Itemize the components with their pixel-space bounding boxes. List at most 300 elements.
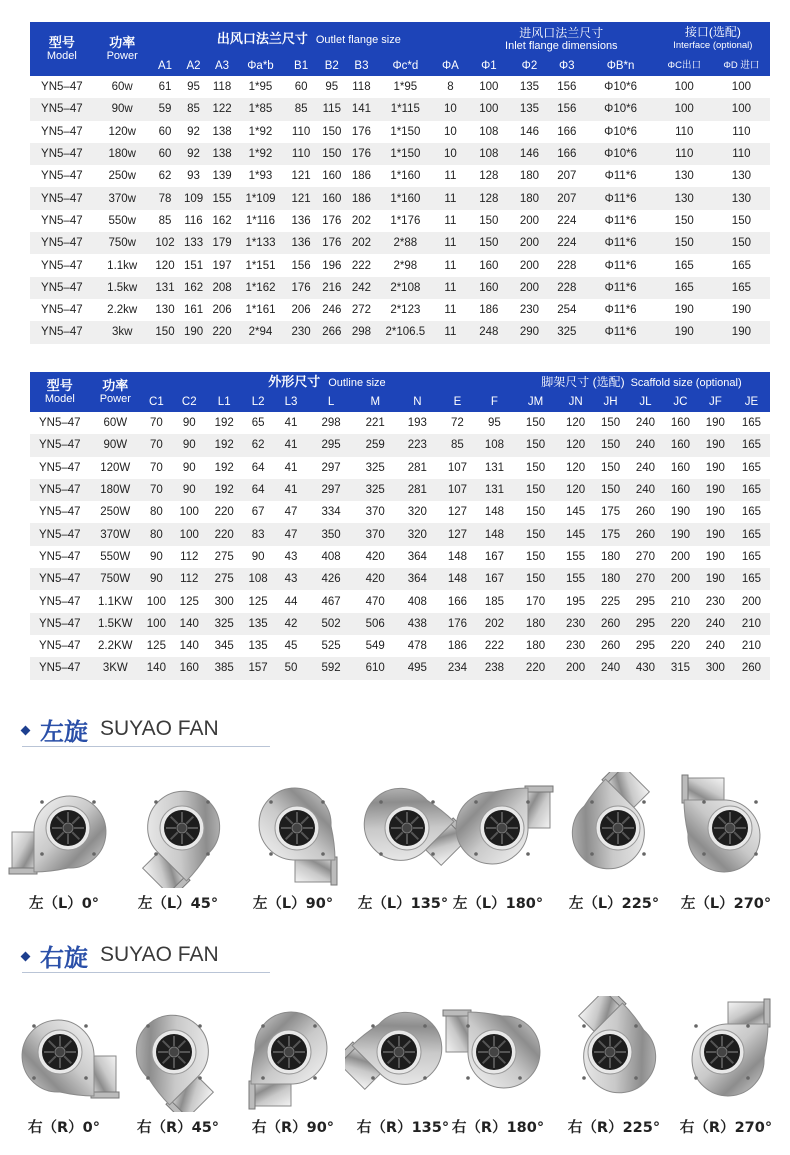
centrifugal-fan-image [556, 772, 672, 888]
value-cell: 1*176 [377, 210, 434, 232]
power-header [94, 22, 151, 76]
model-cell: YN5–47 [30, 523, 90, 545]
value-cell: 502 [307, 613, 354, 635]
value-cell: 41 [275, 412, 308, 434]
fan-orientation-item [6, 772, 122, 922]
outline-size-cn: 外形尺寸 [268, 373, 321, 389]
value-cell: 116 [179, 210, 208, 232]
table-row [30, 143, 770, 165]
value-cell: 148 [476, 523, 513, 545]
value-cell: 506 [355, 613, 396, 635]
table-row [30, 98, 770, 120]
value-cell: 131 [151, 277, 180, 299]
power-cell: 180w [94, 143, 151, 165]
value-cell: 148 [439, 546, 476, 568]
value-cell: 95 [179, 76, 208, 98]
value-cell: 60 [151, 143, 180, 165]
column-header: C1 [141, 392, 172, 412]
fan-orientation-label: 右（R）270° [679, 1120, 773, 1136]
centrifugal-fan-image [440, 996, 556, 1112]
value-cell: 1*92 [236, 143, 284, 165]
value-cell: 100 [172, 523, 207, 545]
value-cell: 206 [285, 299, 318, 321]
value-cell: 325 [548, 321, 585, 343]
outlet-flange-en: Outlet flange size [315, 33, 401, 46]
value-cell: 160 [318, 187, 347, 209]
value-cell: 10 [434, 98, 467, 120]
centrifugal-fan-image [120, 772, 236, 888]
value-cell: 192 [207, 479, 242, 501]
fan-orientation-item [668, 772, 784, 922]
value-cell: 222 [476, 635, 513, 657]
value-cell: 70 [141, 457, 172, 479]
value-cell: 300 [207, 590, 242, 612]
value-cell: 150 [656, 232, 713, 254]
fan-orientation-label: 右（R）0° [27, 1120, 100, 1136]
value-cell: 148 [439, 568, 476, 590]
value-cell: 128 [467, 187, 511, 209]
value-cell: 100 [141, 590, 172, 612]
value-cell: 190 [698, 412, 733, 434]
value-cell: 221 [355, 412, 396, 434]
value-cell: 162 [208, 210, 237, 232]
value-cell: Φ10*6 [585, 98, 655, 120]
value-cell: 281 [396, 457, 439, 479]
value-cell: 220 [207, 523, 242, 545]
value-cell: 90 [141, 568, 172, 590]
value-cell: 1*93 [236, 165, 284, 187]
inlet-flange-en: Inlet flange dimensions [505, 39, 618, 52]
value-cell: 320 [396, 523, 439, 545]
value-cell: 220 [207, 501, 242, 523]
value-cell: 102 [151, 232, 180, 254]
value-cell: 248 [467, 321, 511, 343]
value-cell: 64 [242, 479, 275, 501]
value-cell: 90 [242, 546, 275, 568]
value-cell: 2*88 [377, 232, 434, 254]
value-cell: 100 [656, 76, 713, 98]
value-cell: 146 [511, 121, 548, 143]
table-row [30, 121, 770, 143]
value-cell: 165 [733, 523, 770, 545]
value-cell: 254 [548, 299, 585, 321]
power-cell: 1.5kw [94, 277, 151, 299]
value-cell: 430 [628, 657, 663, 679]
value-cell: 222 [346, 254, 377, 276]
column-header: Φ3 [548, 56, 585, 76]
value-cell: 120 [558, 434, 593, 456]
fan-orientation-label: 右（R）45° [136, 1120, 220, 1136]
value-cell: 100 [141, 613, 172, 635]
value-cell: 60 [285, 76, 318, 98]
value-cell: 92 [179, 143, 208, 165]
value-cell: 70 [141, 412, 172, 434]
value-cell: 525 [307, 635, 354, 657]
model-cell: YN5–47 [30, 121, 94, 143]
column-header: A2 [179, 56, 208, 76]
power-cell: 250w [94, 165, 151, 187]
outlet-flange-group-header [151, 22, 467, 56]
model-cell: YN5–47 [30, 412, 90, 434]
value-cell: 128 [467, 165, 511, 187]
table-row [30, 254, 770, 276]
value-cell: 298 [346, 321, 377, 343]
fan-orientation-item [120, 772, 236, 922]
value-cell: 72 [439, 412, 476, 434]
value-cell: 125 [141, 635, 172, 657]
value-cell: Φ11*6 [585, 187, 655, 209]
value-cell: 300 [698, 657, 733, 679]
value-cell: 135 [242, 635, 275, 657]
value-cell: 325 [207, 613, 242, 635]
value-cell: 162 [179, 277, 208, 299]
value-cell: 41 [275, 434, 308, 456]
value-cell: 100 [467, 76, 511, 98]
value-cell: 190 [656, 299, 713, 321]
value-cell: 230 [558, 635, 593, 657]
power-cell: 1.1kw [94, 254, 151, 276]
model-header-cn: 型号 [46, 378, 73, 393]
outlet-flange-cn: 出风口法兰尺寸 [216, 30, 308, 46]
value-cell: 190 [656, 321, 713, 343]
value-cell: 85 [285, 98, 318, 120]
value-cell: 180 [511, 187, 548, 209]
value-cell: 120 [558, 457, 593, 479]
value-cell: 2*98 [377, 254, 434, 276]
value-cell: 95 [476, 412, 513, 434]
value-cell: 160 [663, 457, 698, 479]
value-cell: 170 [513, 590, 558, 612]
right-rotation-title-en: SUYAO FAN [100, 943, 219, 966]
value-cell: 2*106.5 [377, 321, 434, 343]
value-cell: 210 [663, 590, 698, 612]
value-cell: 408 [396, 590, 439, 612]
value-cell: 210 [733, 635, 770, 657]
value-cell: 2*123 [377, 299, 434, 321]
value-cell: Φ10*6 [585, 143, 655, 165]
value-cell: 230 [511, 299, 548, 321]
value-cell: 270 [628, 568, 663, 590]
value-cell: 230 [285, 321, 318, 343]
power-cell: 2.2kw [94, 299, 151, 321]
model-cell: YN5–47 [30, 613, 90, 635]
value-cell: 240 [628, 412, 663, 434]
model-cell: YN5–47 [30, 657, 90, 679]
power-cell: 550W [90, 546, 141, 568]
value-cell: 420 [355, 546, 396, 568]
value-cell: 1*92 [236, 121, 284, 143]
value-cell: 200 [558, 657, 593, 679]
value-cell: 238 [476, 657, 513, 679]
column-header: L1 [207, 392, 242, 412]
value-cell: 140 [172, 613, 207, 635]
column-header: JL [628, 392, 663, 412]
table-row [30, 613, 770, 635]
value-cell: 230 [698, 590, 733, 612]
value-cell: 192 [207, 412, 242, 434]
value-cell: 420 [355, 568, 396, 590]
value-cell: 121 [285, 187, 318, 209]
table-row [30, 546, 770, 568]
left-rotation-title-en: SUYAO FAN [100, 717, 219, 740]
power-cell: 250W [90, 501, 141, 523]
value-cell: Φ10*6 [585, 121, 655, 143]
model-header-en: Model [44, 393, 75, 405]
value-cell: 160 [467, 277, 511, 299]
power-cell: 90w [94, 98, 151, 120]
table-row [30, 523, 770, 545]
value-cell: Φ11*6 [585, 165, 655, 187]
value-cell: 90 [141, 546, 172, 568]
left-rotation-title-cn: 左旋 [40, 718, 88, 746]
value-cell: 228 [548, 277, 585, 299]
value-cell: 260 [628, 501, 663, 523]
value-cell: 110 [713, 143, 770, 165]
inlet-flange-cn: 进风口法兰尺寸 [519, 25, 604, 40]
fan-orientation-item [6, 996, 122, 1146]
value-cell: 1*160 [377, 187, 434, 209]
value-cell: 470 [355, 590, 396, 612]
value-cell: 240 [628, 479, 663, 501]
column-header: ΦC出口 [656, 56, 713, 76]
value-cell: 70 [141, 434, 172, 456]
centrifugal-fan-image [668, 996, 784, 1112]
value-cell: 121 [285, 165, 318, 187]
scaffold-size-group-header [513, 372, 770, 392]
table-row [30, 434, 770, 456]
fan-orientation-label: 右（R）180° [451, 1120, 545, 1136]
value-cell: 145 [558, 523, 593, 545]
value-cell: 160 [663, 412, 698, 434]
table-row [30, 635, 770, 657]
table-row [30, 590, 770, 612]
value-cell: 135 [511, 76, 548, 98]
power-cell: 60W [90, 412, 141, 434]
centrifugal-fan-image [235, 772, 351, 888]
value-cell: 478 [396, 635, 439, 657]
model-header-en: Model [46, 50, 77, 62]
fan-orientation-label: 右（R）90° [251, 1120, 335, 1136]
value-cell: 150 [656, 210, 713, 232]
value-cell: 45 [275, 635, 308, 657]
fan-orientation-label: 左（L）180° [452, 896, 544, 912]
model-cell: YN5–47 [30, 165, 94, 187]
outline-size-group-header [141, 372, 513, 392]
value-cell: 43 [275, 546, 308, 568]
value-cell: 192 [207, 434, 242, 456]
inlet-flange-group-header [467, 22, 656, 56]
column-header: Φc*d [377, 56, 434, 76]
value-cell: 190 [698, 523, 733, 545]
value-cell: 110 [656, 143, 713, 165]
value-cell: 161 [179, 299, 208, 321]
value-cell: 200 [511, 277, 548, 299]
fan-orientation-item [440, 772, 556, 922]
value-cell: 139 [208, 165, 237, 187]
column-header: L3 [275, 392, 308, 412]
column-header: Φa*b [236, 56, 284, 76]
value-cell: 200 [663, 546, 698, 568]
value-cell: 100 [713, 98, 770, 120]
value-cell: 85 [439, 434, 476, 456]
value-cell: Φ11*6 [585, 321, 655, 343]
power-cell: 3KW [90, 657, 141, 679]
column-header: JM [513, 392, 558, 412]
value-cell: 41 [275, 479, 308, 501]
table-row [30, 76, 770, 98]
table-row [30, 187, 770, 209]
fan-orientation-label: 右（R）135° [356, 1120, 450, 1136]
value-cell: 197 [208, 254, 237, 276]
model-header-cn: 型号 [48, 35, 75, 50]
value-cell: 166 [548, 121, 585, 143]
value-cell: 67 [242, 501, 275, 523]
value-cell: 190 [698, 501, 733, 523]
value-cell: 295 [307, 434, 354, 456]
power-cell: 90W [90, 434, 141, 456]
model-cell: YN5–47 [30, 98, 94, 120]
value-cell: 165 [656, 277, 713, 299]
value-cell: 95 [318, 76, 347, 98]
fan-orientation-item [235, 772, 351, 922]
value-cell: 175 [593, 523, 628, 545]
fan-orientation-label: 左（L）225° [568, 896, 660, 912]
value-cell: 200 [511, 254, 548, 276]
value-cell: 8 [434, 76, 467, 98]
value-cell: 592 [307, 657, 354, 679]
value-cell: 298 [307, 412, 354, 434]
fan-orientation-label: 左（L）270° [680, 896, 772, 912]
value-cell: 61 [151, 76, 180, 98]
value-cell: 150 [513, 501, 558, 523]
value-cell: 272 [346, 299, 377, 321]
value-cell: 167 [476, 546, 513, 568]
value-cell: 610 [355, 657, 396, 679]
value-cell: 11 [434, 277, 467, 299]
value-cell: Φ11*6 [585, 232, 655, 254]
value-cell: 150 [593, 479, 628, 501]
value-cell: 1*150 [377, 121, 434, 143]
value-cell: 110 [713, 121, 770, 143]
model-cell: YN5–47 [30, 479, 90, 501]
column-header: C2 [172, 392, 207, 412]
value-cell: 150 [593, 412, 628, 434]
value-cell: 112 [172, 546, 207, 568]
value-cell: 156 [548, 76, 585, 98]
model-cell: YN5–47 [30, 546, 90, 568]
value-cell: 136 [285, 210, 318, 232]
value-cell: 62 [242, 434, 275, 456]
value-cell: 196 [318, 254, 347, 276]
value-cell: 112 [172, 568, 207, 590]
value-cell: 220 [663, 613, 698, 635]
value-cell: 549 [355, 635, 396, 657]
value-cell: 138 [208, 143, 237, 165]
power-cell: 750w [94, 232, 151, 254]
fan-orientation-item [440, 996, 556, 1146]
table-row [30, 210, 770, 232]
value-cell: 160 [172, 657, 207, 679]
table-row [30, 657, 770, 679]
value-cell: 47 [275, 523, 308, 545]
model-cell: YN5–47 [30, 277, 94, 299]
column-header: JH [593, 392, 628, 412]
value-cell: 495 [396, 657, 439, 679]
value-cell: 155 [558, 546, 593, 568]
value-cell: 80 [141, 501, 172, 523]
value-cell: 80 [141, 523, 172, 545]
table-row [30, 232, 770, 254]
value-cell: 179 [208, 232, 237, 254]
value-cell: 108 [476, 434, 513, 456]
model-cell: YN5–47 [30, 321, 94, 343]
column-header: B3 [346, 56, 377, 76]
value-cell: 167 [476, 568, 513, 590]
model-cell: YN5–47 [30, 254, 94, 276]
value-cell: 325 [355, 457, 396, 479]
value-cell: 176 [285, 277, 318, 299]
centrifugal-fan-image [235, 996, 351, 1112]
column-header: N [396, 392, 439, 412]
value-cell: 467 [307, 590, 354, 612]
value-cell: 47 [275, 501, 308, 523]
value-cell: 364 [396, 546, 439, 568]
column-header: ΦD 进口 [713, 56, 770, 76]
value-cell: 64 [242, 457, 275, 479]
power-cell: 180W [90, 479, 141, 501]
model-cell: YN5–47 [30, 187, 94, 209]
outline-size-table [30, 372, 770, 680]
value-cell: 240 [593, 657, 628, 679]
fan-orientation-item [556, 996, 672, 1146]
value-cell: 1*95 [377, 76, 434, 98]
value-cell: 156 [285, 254, 318, 276]
value-cell: 190 [713, 321, 770, 343]
value-cell: 176 [318, 210, 347, 232]
value-cell: 246 [318, 299, 347, 321]
value-cell: 107 [439, 479, 476, 501]
value-cell: 85 [151, 210, 180, 232]
value-cell: 165 [733, 434, 770, 456]
value-cell: 242 [346, 277, 377, 299]
value-cell: 44 [275, 590, 308, 612]
power-cell: 750W [90, 568, 141, 590]
value-cell: 1*160 [377, 165, 434, 187]
value-cell: 59 [151, 98, 180, 120]
value-cell: 100 [467, 98, 511, 120]
value-cell: 260 [733, 657, 770, 679]
value-cell: 110 [656, 121, 713, 143]
value-cell: 216 [318, 277, 347, 299]
value-cell: 41 [275, 457, 308, 479]
table-row [30, 165, 770, 187]
value-cell: 120 [151, 254, 180, 276]
value-cell: 320 [396, 501, 439, 523]
scaffold-size-en: Scaffold size (optional) [630, 376, 742, 389]
model-header [30, 22, 94, 76]
value-cell: 165 [733, 546, 770, 568]
value-cell: 150 [513, 457, 558, 479]
value-cell: 70 [141, 479, 172, 501]
value-cell: 100 [656, 98, 713, 120]
value-cell: 186 [346, 165, 377, 187]
value-cell: 385 [207, 657, 242, 679]
value-cell: 370 [355, 523, 396, 545]
value-cell: 224 [548, 210, 585, 232]
value-cell: 200 [511, 210, 548, 232]
value-cell: 100 [713, 76, 770, 98]
power-cell: 2.2KW [90, 635, 141, 657]
